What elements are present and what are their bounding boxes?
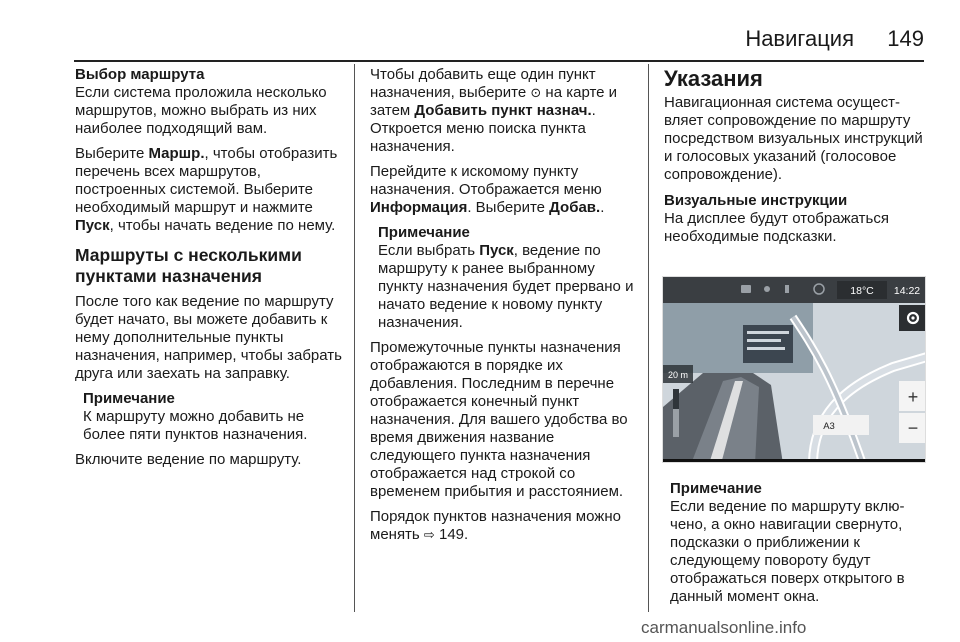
term-start: Пуск <box>75 217 110 234</box>
column-divider <box>354 64 355 612</box>
term-add: Добав. <box>549 199 601 216</box>
road-label: A3 <box>823 421 835 432</box>
paragraph: Чтобы добавить еще один пункт назначения, выберите ⊙ на карте и затем Добавить пункт назнач.. Откроется меню поиска пункта назначения. <box>370 66 618 155</box>
term-start: Пуск <box>479 242 514 259</box>
term-route: Маршр. <box>148 145 205 162</box>
note-text: Если ведение по маршруту включено, а окно навигации свернуто, подсказки о приближении к следующему повороту будут отображаться поверх открытого в данный момент окна. <box>670 498 905 605</box>
map-view <box>663 277 926 463</box>
paragraph: Включите ведение по маршруту. <box>75 451 302 468</box>
note-title: Примечание <box>83 390 175 407</box>
page-reference-arrow-icon: ⇨ <box>423 527 435 542</box>
note-text: К маршруту можно добавить не более пяти пунктов назначения. <box>83 408 308 443</box>
term-add-destination: Добавить пункт назнач. <box>414 102 592 119</box>
paragraph: Если система проложила несколько маршрутов, можно выбрать из них наиболее подходящий вам. <box>75 84 327 137</box>
zoom-in-button: + <box>907 387 919 407</box>
page-number: 149 <box>887 26 924 51</box>
term-information: Информация <box>370 199 468 216</box>
note-title: Примечание <box>378 224 470 241</box>
temperature-readout: 18°C <box>850 285 874 297</box>
note-box <box>664 480 932 606</box>
paragraph: Выберите Маршр., чтобы отобразить перечень всех маршрутов, построенных системой. Выберите необходимый маршрут и нажмите Пуск, чтобы начать ведение по нему. <box>75 145 338 234</box>
watermark: carmanualsonline.info <box>641 618 807 637</box>
note-box <box>75 390 345 444</box>
heading-route-selection: Выбор маршрута <box>75 66 205 83</box>
note-text: Если выбрать Пуск, ведение по маршруту к ранее выбранному пункту назначения будет прервано и начато ведение к новому пункту назначения. <box>378 242 634 331</box>
paragraph: После того как ведение по маршруту будет начато, вы можете добавить к нему дополнительные пункты назначения, например, чтобы забрать друга или заехать на заправку. <box>75 293 342 382</box>
heading-visual-instructions: Визуальные инструкции <box>664 192 848 209</box>
page-header <box>0 26 960 56</box>
page-header-title: Навигация <box>745 26 854 51</box>
paragraph: Порядок пунктов назначения можно менять ⇨ 149. <box>370 508 621 543</box>
paragraph: Перейдите к искомому пункту назначения. Отображается меню Информация. Выберите Добав.. <box>370 163 605 216</box>
paragraph: Навигационная система осуществляет сопровождение по маршруту посредством визуальных инструкций и голосовых указаний (голосовое сопровождение). <box>664 94 923 183</box>
column-divider <box>648 64 649 612</box>
header-rule <box>74 60 924 62</box>
note-title: Примечание <box>670 480 762 497</box>
navigation-screen-illustration <box>662 276 926 463</box>
distance-readout: 20 m <box>667 370 689 380</box>
paragraph: На дисплее будут отображаться необходимые подсказки. <box>664 210 889 245</box>
column-left <box>75 66 345 469</box>
paragraph: Промежуточные пункты назначения отображаются в порядке их добавления. Последним в перечне отображается конечный пункт назначения. Для вашего удобства во время движения название следующего пункта назначения отображается над строкой со временем прибытия и расстоянием. <box>370 339 628 500</box>
poi-target-icon: ⊙ <box>530 85 542 100</box>
clock-readout: 14:22 <box>893 285 921 297</box>
zoom-out-button: − <box>907 418 919 438</box>
note-box <box>370 224 642 332</box>
column-right <box>664 66 932 246</box>
heading-guidance: Указания <box>664 66 763 91</box>
heading-multiple-destinations: Маршруты с несколькими пунктами назначения <box>75 245 302 286</box>
column-middle <box>370 66 642 544</box>
